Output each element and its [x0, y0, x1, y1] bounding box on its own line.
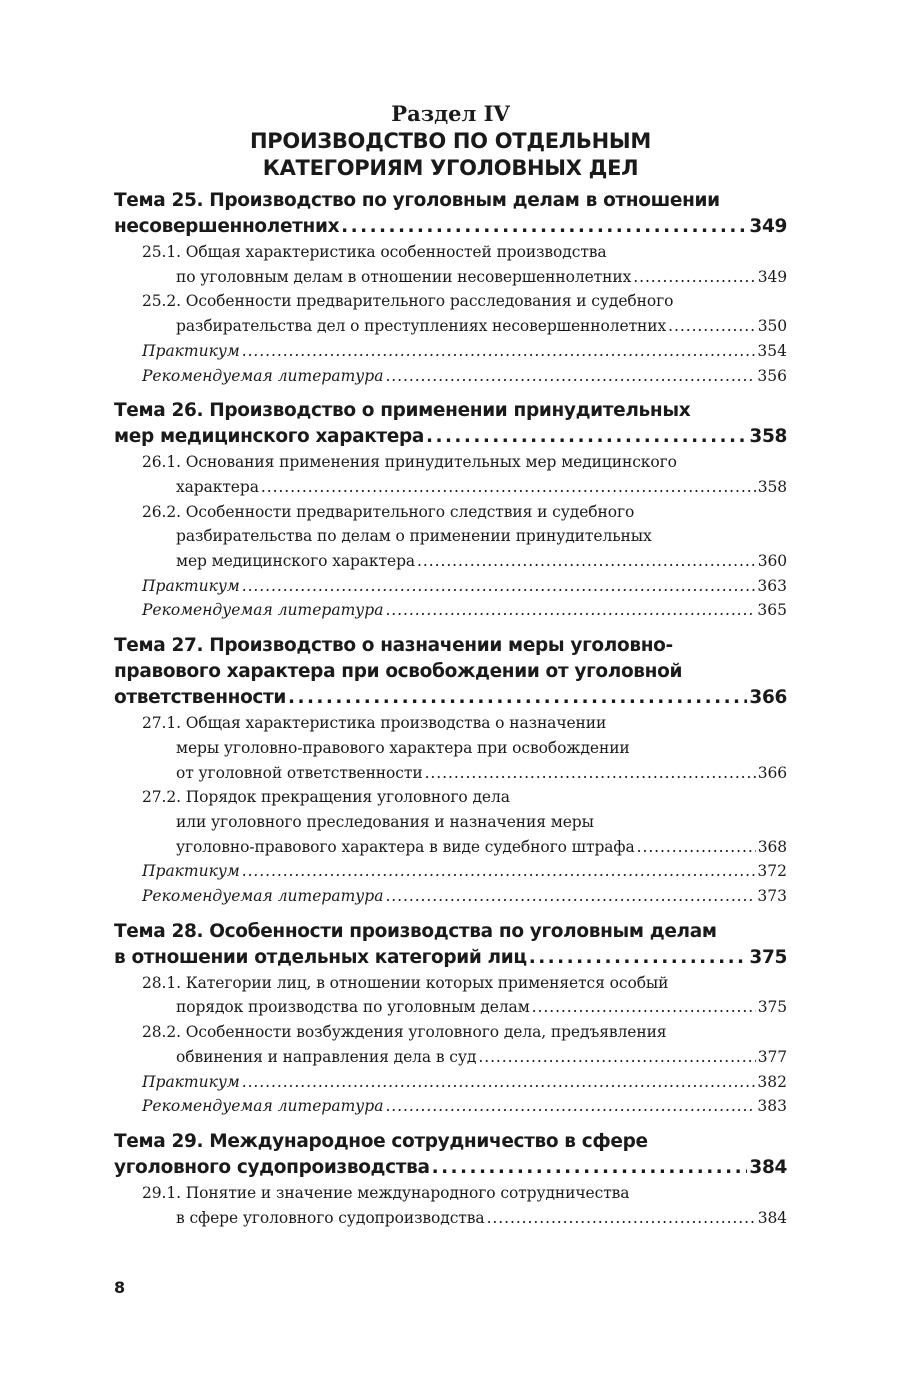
dot-leader [385, 364, 755, 389]
topic-title-line [114, 188, 787, 214]
dot-leader [637, 835, 756, 860]
subtopic-page: 377 [757, 1047, 787, 1066]
subtopic-line [142, 810, 787, 835]
dot-leader [478, 1045, 755, 1070]
section-heading [114, 100, 787, 182]
toc-page [114, 100, 787, 1230]
subtopic-entry[interactable] [114, 971, 787, 1020]
topic-title-text: в отношении отдельных категорий лиц [114, 946, 527, 968]
subtopic-line [142, 1181, 787, 1206]
practicum-label: Практикум [142, 862, 240, 881]
subtopic-line [142, 995, 787, 1020]
page-number: 8 [114, 1278, 126, 1297]
literature-label: Рекомендуемая литература [142, 1097, 384, 1116]
subtopic-entry[interactable] [114, 289, 787, 338]
toc-topic[interactable] [114, 633, 787, 909]
subtopic-page: 366 [757, 763, 787, 782]
subtopic-text: мер медицинского характера [176, 552, 416, 571]
topic-title-text: Тема 27. Производство о назначении меры уголовно- [114, 635, 673, 657]
literature-line [142, 1094, 787, 1119]
topic-title-line [114, 398, 787, 424]
dot-leader [385, 598, 755, 623]
subtopic-line [142, 475, 787, 500]
practicum-line [142, 574, 787, 599]
subtopic-text: 28.2. Особенности возбуждения уголовного дела, предъявления [142, 1023, 667, 1042]
practicum-page: 382 [757, 1072, 787, 1091]
topic-title[interactable] [114, 1129, 787, 1181]
topic-title-line [114, 633, 787, 659]
topic-title-page: 366 [749, 687, 787, 709]
topic-title-line [114, 214, 787, 240]
subtopic-line [142, 835, 787, 860]
dot-leader [261, 475, 756, 500]
topic-title-page: 384 [749, 1156, 787, 1178]
topic-title-text: Тема 28. Особенности производства по уголовным делам [114, 920, 717, 942]
dot-leader [425, 761, 756, 786]
subtopic-entry[interactable] [114, 450, 787, 499]
subtopic-line [142, 289, 787, 314]
subtopic-entry[interactable] [114, 1020, 787, 1069]
subtopic-text: 26.1. Основания применения принудительных мер медицинского [142, 453, 677, 472]
subtopic-text: уголовно-правового характера в виде судебного штрафа [176, 837, 635, 856]
topic-title-line [114, 424, 787, 450]
topic-title-text: ответственности [114, 687, 287, 709]
dot-leader [341, 214, 747, 240]
subtopic-line [142, 1206, 787, 1231]
topic-title-text: уголовного судопроизводства [114, 1156, 430, 1178]
subtopic-page: 360 [757, 552, 787, 571]
topic-title-text: Тема 25. Производство по уголовным делам в отношении [114, 190, 720, 211]
subtopic-text: 29.1. Понятие и значение международного сотрудничества [142, 1183, 630, 1202]
dot-leader [242, 859, 756, 884]
subtopic-entry[interactable] [114, 500, 787, 574]
subtopic-text: 25.1. Общая характеристика особенностей производства [142, 243, 607, 261]
topic-title-line [114, 685, 787, 711]
literature-page: 373 [757, 887, 787, 906]
dot-leader [487, 1206, 756, 1231]
section-title-line: КАТЕГОРИЯМ УГОЛОВНЫХ ДЕЛ [262, 156, 639, 180]
subtopic-text: по уголовным делам в отношении несовершеннолетних [176, 267, 632, 286]
subtopic-line [142, 736, 787, 761]
subtopic-text: обвинения и направления дела в суд [176, 1047, 477, 1066]
subtopic-text: порядок производства по уголовным делам [176, 998, 530, 1017]
literature-line [142, 364, 787, 389]
subtopic-text: 25.2. Особенности предварительного расследования и судебного [142, 292, 674, 311]
subtopic-line [142, 500, 787, 525]
subtopic-line [142, 761, 787, 786]
subtopic-page: 349 [757, 267, 787, 286]
topic-title[interactable] [114, 188, 787, 240]
literature-page: 356 [757, 366, 787, 385]
subtopic-entry[interactable] [114, 785, 787, 859]
topic-title-text: правового характера при освобождении от уголовной [114, 661, 683, 683]
subtopic-text: характера [176, 477, 259, 496]
section-title-line: ПРОИЗВОДСТВО ПО ОТДЕЛЬНЫМ [250, 129, 651, 153]
subtopic-line [142, 240, 787, 265]
dot-leader [532, 995, 756, 1020]
subtopic-page: 358 [757, 477, 787, 496]
subtopic-text: 28.1. Категории лиц, в отношении которых применяется особый [142, 973, 669, 992]
subtopic-line [142, 314, 787, 339]
topic-title[interactable] [114, 633, 787, 711]
subtopic-page: 368 [757, 837, 787, 856]
subtopic-line [142, 971, 787, 996]
literature-line [142, 884, 787, 909]
toc-topic[interactable] [114, 919, 787, 1119]
subtopic-line [142, 1045, 787, 1070]
practicum-line [142, 859, 787, 884]
subtopic-entry[interactable] [114, 240, 787, 289]
topic-title-text: мер медицинского характера [114, 426, 425, 448]
dot-leader [385, 1094, 755, 1119]
subtopic-page: 375 [757, 998, 787, 1017]
literature-label: Рекомендуемая литература [142, 366, 384, 385]
practicum-page: 363 [757, 576, 787, 595]
subtopic-entry[interactable] [114, 711, 787, 785]
subtopic-line [142, 265, 787, 290]
literature-entry[interactable] [114, 884, 787, 909]
topic-title[interactable] [114, 398, 787, 450]
subtopic-text: от уголовной ответственности [176, 763, 423, 782]
subtopic-line [142, 524, 787, 549]
dot-leader [288, 685, 747, 711]
topic-title-line [114, 1155, 787, 1181]
dot-leader [529, 945, 748, 971]
topic-title-page: 349 [749, 216, 787, 237]
subtopic-line [142, 549, 787, 574]
subtopic-page: 350 [757, 317, 787, 336]
practicum-line [142, 1070, 787, 1095]
section-label: Раздел IV [391, 101, 510, 126]
subtopic-text: в сфере уголовного судопроизводства [176, 1208, 485, 1227]
dot-leader [426, 424, 747, 450]
literature-label: Рекомендуемая литература [142, 887, 384, 906]
toc-topic[interactable] [114, 1129, 787, 1230]
dot-leader [242, 574, 756, 599]
toc-topic-list [114, 188, 787, 1230]
topic-title-page: 358 [749, 426, 787, 448]
practicum-line [142, 339, 787, 364]
subtopic-text: 26.2. Особенности предварительного следствия и судебного [142, 502, 635, 521]
subtopic-line [142, 711, 787, 736]
subtopic-line [142, 450, 787, 475]
literature-entry[interactable] [114, 364, 787, 389]
topic-title-text: несовершеннолетних [114, 216, 340, 237]
subtopic-line [142, 1020, 787, 1045]
topic-title-line [114, 945, 787, 971]
dot-leader [242, 339, 756, 364]
practicum-label: Практикум [142, 1072, 240, 1091]
literature-line [142, 598, 787, 623]
practicum-label: Практикум [142, 576, 240, 595]
literature-entry[interactable] [114, 1094, 787, 1119]
dot-leader [385, 884, 755, 909]
toc-topic[interactable] [114, 398, 787, 623]
dot-leader [668, 314, 756, 339]
literature-page: 365 [757, 601, 787, 620]
dot-leader [417, 549, 756, 574]
subtopic-text: разбирательства дел о преступлениях несовершеннолетних [176, 317, 667, 336]
topic-title-text: Тема 26. Производство о применении принудительных [114, 400, 691, 422]
topic-title-page: 375 [749, 946, 787, 968]
subtopic-entry[interactable] [114, 1181, 787, 1230]
toc-topic[interactable] [114, 188, 787, 388]
literature-page: 383 [757, 1097, 787, 1116]
topic-title-text: Тема 29. Международное сотрудничество в сфере [114, 1130, 648, 1152]
practicum-entry[interactable] [114, 339, 787, 364]
dot-leader [633, 265, 755, 290]
topic-title[interactable] [114, 919, 787, 971]
literature-label: Рекомендуемая литература [142, 601, 384, 620]
subtopic-text: разбирательства по делам о применении принудительных [176, 527, 652, 546]
subtopic-text: или уголовного преследования и назначения меры [176, 812, 594, 831]
subtopic-page: 384 [757, 1208, 787, 1227]
subtopic-text: 27.1. Общая характеристика производства о назначении [142, 714, 607, 733]
dot-leader [432, 1155, 748, 1181]
practicum-page: 372 [757, 862, 787, 881]
topic-title-line [114, 659, 787, 685]
subtopic-text: меры уголовно-правового характера при освобождении [176, 738, 630, 757]
practicum-entry[interactable] [114, 574, 787, 599]
practicum-label: Практикум [142, 341, 240, 360]
literature-entry[interactable] [114, 598, 787, 623]
topic-title-line [114, 1129, 787, 1155]
topic-title-line [114, 919, 787, 945]
subtopic-line [142, 785, 787, 810]
dot-leader [242, 1070, 756, 1095]
practicum-page: 354 [757, 341, 787, 360]
subtopic-text: 27.2. Порядок прекращения уголовного дела [142, 788, 510, 807]
practicum-entry[interactable] [114, 1070, 787, 1095]
practicum-entry[interactable] [114, 859, 787, 884]
